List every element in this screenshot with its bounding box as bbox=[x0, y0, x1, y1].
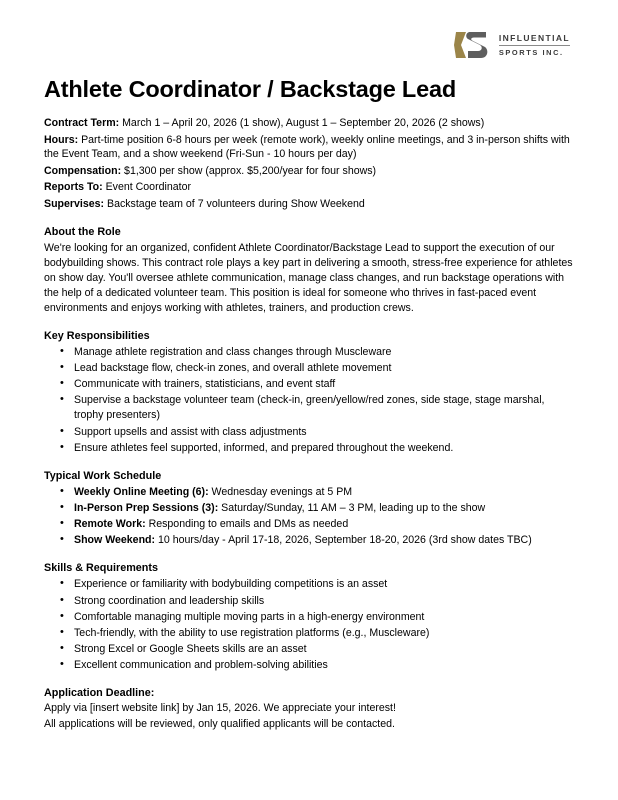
skills-list bbox=[44, 577, 574, 673]
list-item bbox=[74, 517, 574, 532]
section-heading: Typical Work Schedule bbox=[44, 469, 162, 482]
meta-label: Hours: bbox=[44, 133, 79, 146]
list-item-text: Communicate with trainers, statisticians, and event staff bbox=[74, 378, 336, 391]
list-item bbox=[74, 533, 574, 548]
list-item-label: Show Weekend: bbox=[74, 534, 156, 547]
section-heading: Skills & Requirements bbox=[44, 562, 159, 575]
meta-label: Supervises: bbox=[44, 198, 105, 211]
list-item bbox=[74, 425, 574, 440]
list-item-text: Wednesday evenings at 5 PM bbox=[208, 485, 353, 498]
list-item-label: In-Person Prep Sessions (3): bbox=[74, 501, 219, 514]
list-item-text: Lead backstage flow, check-in zones, and overall athlete movement bbox=[74, 361, 392, 374]
section-about-the-role bbox=[44, 226, 574, 316]
logo-line-1: INFLUENTIAL bbox=[498, 33, 570, 44]
about-body: We're looking for an organized, confident Athlete Coordinator/Backstage Lead to support the execution of our bodybuilding shows. This contract role plays a key part in delivering a smooth, stress-free experience for athletes on show day. You'll oversee athlete communication, manage class changes, and run backstage operations with the help of a dedicated volunteer team. This position is ideal for someone who thrives in fast-paced event environments and enjoys working with athletes, trainers, and production crews. bbox=[44, 241, 573, 314]
meta-label: Reports To: bbox=[44, 181, 103, 194]
list-item bbox=[74, 501, 574, 516]
list-item-text: Excellent communication and problem-solving abilities bbox=[74, 659, 328, 672]
meta-value: Backstage team of 7 volunteers during Show Weekend bbox=[104, 198, 365, 211]
list-item-text: Supervise a backstage volunteer team (check-in, green/yellow/red zones, side stage, stage marshal, trophy presenters) bbox=[74, 394, 545, 422]
meta-value: $1,300 per show (approx. $5,200/year for four shows) bbox=[121, 164, 377, 177]
section-heading: About the Role bbox=[44, 225, 121, 238]
section-heading: Application Deadline: bbox=[44, 687, 155, 700]
meta-block bbox=[44, 116, 574, 212]
is-monogram-icon bbox=[454, 28, 490, 62]
list-item-label: Weekly Online Meeting (6): bbox=[74, 485, 209, 498]
list-item bbox=[74, 441, 574, 456]
schedule-list bbox=[44, 485, 574, 549]
logo-text bbox=[499, 33, 570, 57]
section-key-responsibilities bbox=[44, 330, 574, 456]
list-item bbox=[74, 594, 574, 609]
list-item-text: Support upsells and assist with class adjustments bbox=[74, 425, 307, 438]
list-item-text: Ensure athletes feel supported, informed, and prepared throughout the weekend. bbox=[74, 441, 454, 454]
application-line-2: All applications will be reviewed, only qualified applicants will be contacted. bbox=[44, 717, 395, 730]
company-logo bbox=[44, 22, 574, 68]
section-typical-work-schedule bbox=[44, 470, 574, 549]
list-item-text: Strong Excel or Google Sheets skills are an asset bbox=[74, 642, 307, 655]
meta-value: Part-time position 6-8 hours per week (remote work), weekly online meetings, and 3 in-person shifts with the Event Team, and a show weekend (Fri-Sun - 10 hours per day) bbox=[44, 133, 570, 161]
list-item bbox=[74, 485, 574, 500]
meta-row-contract-term bbox=[44, 116, 574, 131]
meta-value: March 1 – April 20, 2026 (1 show), August 1 – September 20, 2026 (2 shows) bbox=[119, 117, 485, 129]
list-item bbox=[74, 345, 574, 360]
list-item bbox=[74, 393, 574, 423]
list-item-text: Saturday/Sunday, 11 AM – 3 PM, leading up to the show bbox=[218, 501, 486, 514]
list-item bbox=[74, 361, 574, 376]
list-item-text: 10 hours/day - April 17-18, 2026, September 18-20, 2026 (3rd show dates TBC) bbox=[155, 534, 532, 547]
meta-row-compensation bbox=[44, 164, 574, 179]
section-skills-requirements bbox=[44, 562, 574, 673]
meta-label: Contract Term: bbox=[44, 117, 120, 129]
meta-value: Event Coordinator bbox=[102, 181, 191, 194]
meta-row-reports-to bbox=[44, 180, 574, 195]
list-item-text: Tech-friendly, with the ability to use registration platforms (e.g., Muscleware) bbox=[74, 626, 430, 639]
list-item bbox=[74, 658, 574, 673]
list-item-text: Comfortable managing multiple moving parts in a high-energy environment bbox=[74, 610, 425, 623]
list-item-text: Strong coordination and leadership skills bbox=[74, 594, 265, 607]
responsibilities-list bbox=[44, 345, 574, 456]
section-application-deadline bbox=[44, 687, 574, 732]
page-title: Athlete Coordinator / Backstage Lead bbox=[44, 76, 456, 102]
application-line-1: Apply via [insert website link] by Jan 15, 2026. We appreciate your interest! bbox=[44, 702, 396, 715]
list-item bbox=[74, 577, 574, 592]
logo-line-2: SPORTS INC. bbox=[498, 47, 564, 57]
meta-row-hours bbox=[44, 133, 574, 162]
list-item bbox=[74, 626, 574, 641]
list-item-text: Experience or familiarity with bodybuilding competitions is an asset bbox=[74, 578, 388, 591]
list-item-label: Remote Work: bbox=[74, 518, 146, 531]
list-item bbox=[74, 610, 574, 625]
list-item-text: Responding to emails and DMs as needed bbox=[145, 518, 349, 531]
meta-label: Compensation: bbox=[44, 164, 122, 177]
list-item bbox=[74, 642, 574, 657]
logo-divider bbox=[499, 45, 570, 46]
meta-row-supervises bbox=[44, 197, 574, 212]
section-heading: Key Responsibilities bbox=[44, 329, 150, 342]
list-item bbox=[74, 377, 574, 392]
logo-wrap bbox=[454, 28, 570, 62]
list-item-text: Manage athlete registration and class changes through Muscleware bbox=[74, 345, 392, 358]
